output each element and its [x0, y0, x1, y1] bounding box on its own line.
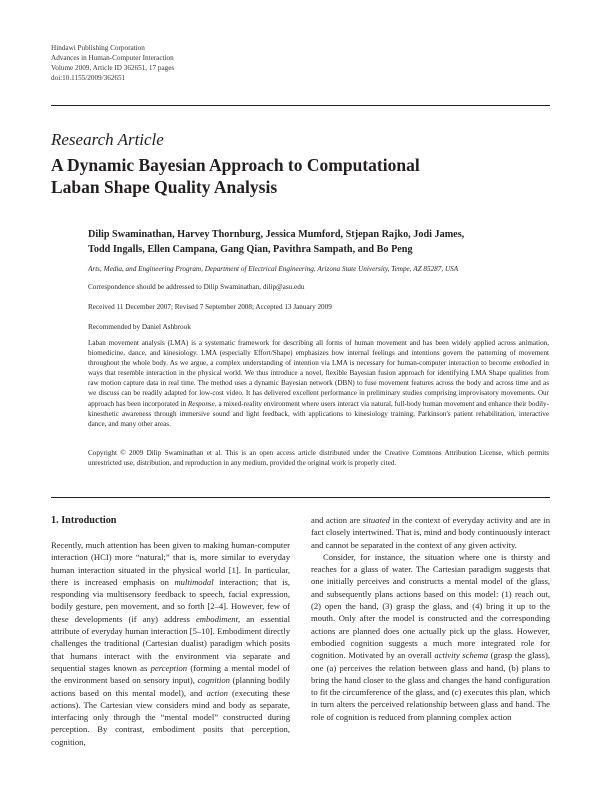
body-emphasis: embodiment: [195, 613, 238, 624]
doi: doi:10.1155/2009/362651: [51, 74, 126, 82]
body-text: and action are: [311, 515, 363, 525]
body-emphasis: multimodal: [174, 576, 214, 587]
affiliation: Arts, Media, and Engineering Program, Department of Electrical Engineering, Arizona State University, Tempe, AZ 85287, USA: [88, 265, 459, 273]
body-text: (grasp the glass), one (a) perceives the relation between glass and hand, (b) plans to bring the hand closer to the glass and changes the hand configuration to fit the circumference of the glass, and (c) executes this plan, which in turn alters the perceived relationship between glass and hand. The role of cognition is reduced from planning complex action: [311, 650, 550, 722]
body-text: , an essential attribute of everyday human interaction [5–10]. Embodiment directly challenges the traditional (Cartesian dualist) paradigm which posits that humans interact with the environment via separate and sequential stages known as: [51, 613, 290, 673]
body-emphasis: situated: [362, 515, 390, 525]
authors-line-2: Todd Ingalls, Ellen Campana, Gang Qian, Pavithra Sampath, and Bo Peng: [88, 243, 413, 255]
paper-title: [51, 155, 531, 198]
body-text: (executing these actions). The Cartesian view considers mind and body as separate, interfacing only through the “mental model” constructed during perception. By contrast, embodiment posits that perception, cognition,: [51, 687, 290, 747]
submission-dates: Received 11 December 2007; Revised 7 September 2008; Accepted 13 January 2009: [88, 303, 332, 311]
article-type: Research Article: [51, 130, 164, 149]
title-line-1: A Dynamic Bayesian Approach to Computational: [51, 155, 420, 175]
body-text: (planning bodily actions based on this mental model), and: [51, 675, 291, 698]
publisher: Hindawi Publishing Corporation: [51, 44, 145, 52]
authors-line-1: Dilip Swaminathan, Harvey Thornburg, Jessica Mumford, Stjepan Rajko, Jodi James,: [88, 229, 465, 240]
abstract-text-1: Laban movement analysis (LMA) is a systematic framework for describing all forms of human movement and has been widely applied across animation, biomedicine, dance, and kinesiology. LMA (especially Effort/Shape) emphasizes how internal feelings and intentions govern the patterning of movement throughout the whole body. As we argue, a complex understanding of intention via LMA is necessary for human-computer interaction to become: [88, 339, 549, 368]
recommended-by: Recommended by Daniel Ashbrook: [88, 323, 191, 331]
body-text: in the context of everyday activity and are in fact closely intertwined. That is, mind and body continuously interact and cannot be separated in the context of any given activity.: [311, 515, 550, 550]
abstract: [88, 338, 549, 429]
body-text: interaction; that is, responding via multisensory feedback to speech, facial expression, bodily gesture, pen movement, and so forth [2–4]. However, few of these developments (if any) address: [51, 576, 290, 624]
abstract-emphasis-2: Response: [187, 399, 215, 408]
intro-paragraph-1: [51, 539, 290, 748]
copyright-notice: Copyright © 2009 Dilip Swaminathan et al. This is an open access article distributed under the Creative Commons Attribution License, which permits unrestricted use, distribution, and reproduction in any medium, provided the original work is properly cited.: [88, 449, 549, 468]
abstract-emphasis-1: embodied: [513, 359, 542, 368]
left-column: [51, 514, 290, 748]
section-heading: 1. Introduction: [51, 515, 117, 526]
correspondence: Correspondence should be addressed to Dilip Swaminathan, dilip@asu.edu: [88, 283, 305, 291]
body-text: Consider, for instance, the situation where one is thirsty and reaches for a glass of water. The Cartesian paradigm suggests that one initially perceives and constructs a mental model of the glass, and subsequently plans actions based on this model: (1) reach out, (2) open the hand, (3) grasp the glass, and (4) bring it up to the mouth. Only after the model is constructed and the corresponding actions are planned does one actually pick up the glass. However, embodied cognition suggests a much more integrated role for cognition. Motivated by an overall: [311, 551, 550, 661]
section-divider: [51, 497, 550, 498]
header-divider: [51, 105, 550, 106]
title-line-2: Laban Shape Quality Analysis: [51, 176, 278, 197]
journal-header: [51, 43, 174, 83]
body-emphasis: action: [206, 687, 228, 698]
intro-paragraph-2: [311, 551, 550, 723]
body-text: (forming a mental model of the environment based on sensory input),: [51, 662, 290, 686]
right-column: [311, 514, 550, 723]
author-list: [88, 228, 538, 257]
intro-paragraph-1-continued: [311, 514, 550, 551]
body-emphasis: perception: [150, 662, 188, 673]
body-emphasis: activity schema: [434, 650, 489, 661]
journal-name: Advances in Human-Computer Interaction: [51, 54, 174, 62]
volume-info: Volume 2009, Article ID 362651, 17 pages: [51, 64, 175, 72]
abstract-text-3: , a mixed-reality environment where users interact via natural, full-body human movement and enhance their bodily-kinesthetic awareness through immersive sound and light feedback, with applications to kinesiology training, Parkinson's patient rehabilitation, interactive dance, and many other areas.: [88, 399, 549, 428]
body-emphasis: cognition: [197, 675, 230, 686]
abstract-text-2: in ways that resemble interaction in the physical world. We thus introduce a novel, flexible Bayesian fusion approach for identifying LMA Shape qualities from raw motion capture data in real time. The method uses a dynamic Bayesian network (DBN) to fuse movement features across the body and across time and as we discuss can be readily adapted for low-cost video. It has delivered excellent performance in preliminary studies comprising improvisatory movements. Our approach has been incorporated in: [88, 359, 549, 408]
body-text: Recently, much attention has been given to making human-computer interaction (HCI) more “natural;” that is, more similar to everyday human interaction situated in the physical world [1]. In particular, there is increased emphasis on: [51, 540, 290, 587]
